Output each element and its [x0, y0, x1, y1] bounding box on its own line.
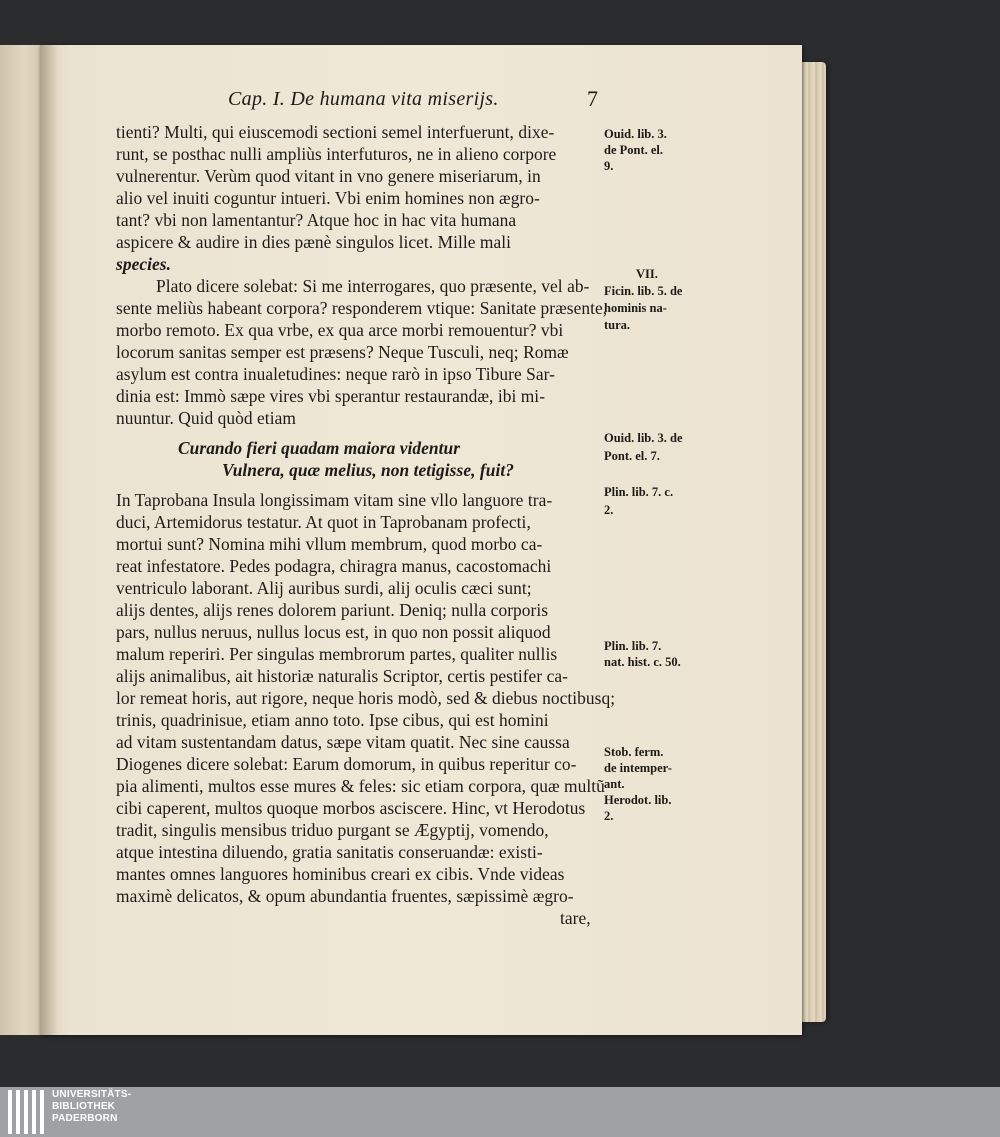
text-line: Plato dicere solebat: Si me interrogares, quo præsente, vel ab- [156, 276, 590, 296]
text-line: runt, se posthac nulli ampliùs interfuturos, ne in alieno corpore [116, 144, 557, 164]
margin-note: Ficin. lib. 5. de [604, 284, 683, 298]
footer-institution-line-2: BIBLIOTHEK [52, 1101, 116, 1112]
left-page-edge [0, 45, 41, 1035]
text-line: pia alimenti, multos esse mures & feles: sic etiam corpora, quæ multũ [116, 776, 605, 796]
margin-note: ant. [604, 777, 625, 791]
text-line: cibi caperent, multos quoque morbos asciscere. Hinc, vt Herodotus [116, 798, 586, 818]
text-line: trinis, quadrinisue, etiam anno toto. Ipse cibus, qui est homini [116, 710, 549, 730]
margin-note: Ouid. lib. 3. de [604, 431, 683, 445]
footer-institution-line-1: UNIVERSITÄTS- [52, 1089, 132, 1100]
margin-note: nat. hist. c. 50. [604, 655, 681, 669]
footer-bar [0, 1087, 1000, 1137]
margin-note: hominis na- [604, 301, 667, 315]
margin-note: Plin. lib. 7. [604, 639, 662, 653]
text-line: nuuntur. Quid quòd etiam [116, 408, 296, 428]
margin-note: de Pont. el. [604, 143, 664, 157]
text-line: vulnerentur. Verùm quod vitant in vno genere miseriarum, in [116, 166, 541, 186]
text-line: tant? vbi non lamentantur? Atque hoc in hac vita humana [116, 210, 517, 230]
library-logo [0, 1087, 48, 1137]
margin-note: 2. [604, 503, 614, 517]
text-line: alijs animalibus, ait historiæ naturalis Scriptor, certis pestifer ca- [116, 666, 568, 686]
text-line: tienti? Multi, qui eiuscemodi sectioni semel interfuerunt, dixe- [116, 122, 555, 142]
margin-note: 9. [604, 159, 614, 173]
text-line: ventriculo laborant. Alij auribus surdi, alij oculis cæci sunt; [116, 578, 532, 598]
margin-note: Ouid. lib. 3. [604, 127, 667, 141]
margin-note: 2. [604, 809, 614, 823]
text-line: alio vel inuiti coguntur intueri. Vbi enim homines non ægro- [116, 188, 540, 208]
footer-institution-line-3: PADERBORN [52, 1113, 118, 1124]
margin-note: Herodot. lib. [604, 793, 672, 807]
running-head: Cap. I. De humana vita miserijs. [228, 88, 499, 110]
verse-line: Vulnera, quæ melius, non tetigisse, fuit? [222, 460, 514, 480]
page-number: 7 [587, 86, 598, 111]
text-line: mortui sunt? Nomina mihi vllum membrum, quod morbo ca- [116, 534, 543, 554]
text-line: reat infestatore. Pedes podagra, chiragra manus, cacostomachi [116, 556, 552, 576]
verse-line: Curando fieri quadam maiora videntur [178, 438, 461, 458]
text-line: locorum sanitas semper est præsens? Neque Tusculi, neq; Romæ [116, 342, 569, 362]
text-line: atque intestina diluendo, gratia sanitatis conseruandæ: existi- [116, 842, 543, 862]
margin-note: Pont. el. 7. [604, 449, 660, 463]
text-line: sente meliùs habeant corpora? responderem vtique: Sanitate præsente, [116, 298, 608, 318]
margin-note: Stob. ferm. [604, 745, 664, 759]
margin-note: Plin. lib. 7. c. [604, 485, 674, 499]
text-line: Diogenes dicere solebat: Earum domorum, in quibus reperitur co- [116, 754, 577, 774]
text-line: duci, Artemidorus testatur. At quot in Taprobanam profecti, [116, 512, 531, 532]
text-line: malum reperiri. Per singulas membrorum partes, qualiter nullis [116, 644, 558, 664]
margin-note: de intemper- [604, 761, 672, 775]
text-line: morbo remoto. Ex qua vrbe, ex qua arce morbi remouentur? vbi [116, 320, 564, 340]
catchword: tare, [560, 908, 591, 928]
text-line: ad vitam sustentandam datus, sæpe vitam quatit. Nec sine caussa [116, 732, 570, 752]
margin-note: tura. [604, 318, 631, 332]
text-line: In Taprobana Insula longissimam vitam sine vllo languore tra- [116, 490, 553, 510]
margin-note: VII. [636, 267, 658, 281]
text-line: maximè delicatos, & opum abundantia fruentes, sæpissimè ægro- [116, 886, 574, 906]
text-line: aspicere & audire in dies pænè singulos licet. Mille mali [116, 232, 512, 252]
gutter-shadow [40, 45, 58, 1035]
text-line: lor remeat horis, aut rigore, neque horis modò, sed & diebus noctibusq; [116, 688, 616, 708]
text-line: pars, nullus neruus, nullus locus est, in quo non possit aliquod [116, 622, 551, 642]
text-line: species. [116, 254, 171, 274]
text-line: asylum est contra inualetudines: neque rarò in ipso Tibure Sar- [116, 364, 555, 384]
text-line: tradit, singulis mensibus triduo purgant se Ægyptij, vomendo, [116, 820, 549, 840]
text-line: dinia est: Immò sæpe vires vbi sperantur restaurandæ, ibi mi- [116, 386, 546, 406]
text-line: mantes omnes languores hominibus creari ex cibis. Vnde videas [116, 864, 565, 884]
text-line: alijs dentes, alijs renes dolorem pariunt. Deniq; nulla corporis [116, 600, 549, 620]
